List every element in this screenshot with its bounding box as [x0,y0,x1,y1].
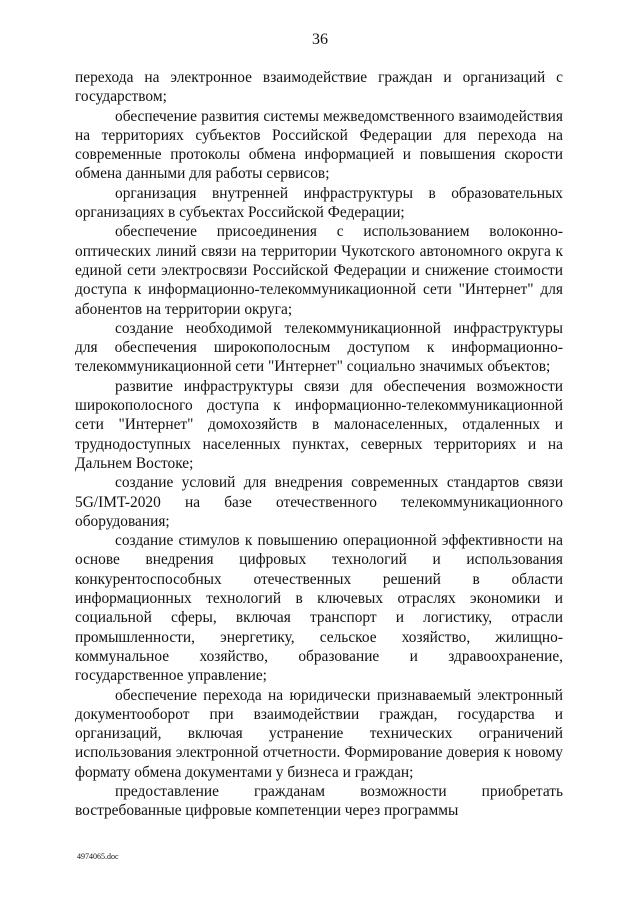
paragraph: создание стимулов к повышению операционной эффективности на основе внедрения цифровых технологий и использования конкурентоспособных отечественных решений в области информационных технологий в ключевых отраслях экономики и социальной сферы, включая транспорт и логистику, отрасли промышленности, энергетику, сельское хозяйство, жилищно-коммунальное хозяйство, образование и здравоохранение, государственное управление; [75,532,563,685]
page-number: 36 [312,31,328,48]
paragraph: развитие инфраструктуры связи для обеспечения возможности широкополосного доступа к информационно-телекоммуникационной сети "Интернет" домохозяйств в малонаселенных, отдаленных и труднодоступных населенных пунктах, северных территориях и на Дальнем Востоке; [75,377,563,472]
document-filename: 4974065.doc [77,852,119,861]
paragraph: обеспечение развития системы межведомственного взаимодействия на территориях субъектов Российской Федерации для перехода на современные протоколы обмена информацией и повышения скорости обмена данными для работы сервисов; [75,107,563,183]
paragraph: обеспечение перехода на юридически признаваемый электронный документооборот при взаимодействии граждан, государства и организаций, включая устранение технических ограничений использования электронной отчетности. Формирование доверия к новому формату обмена документами у бизнеса и граждан; [75,686,563,781]
paragraph: организация внутренней инфраструктуры в образовательных организациях в субъектах Российской Федерации; [75,184,563,222]
paragraph: обеспечение присоединения с использованием волоконно-оптических линий связи на территории Чукотского автономного округа к единой сети электросвязи Российской Федерации и снижение стоимости доступа к информационно-телекоммуникационной сети "Интернет" для абонентов на территории округа; [75,223,563,318]
paragraph: перехода на электронное взаимодействие граждан и организаций с государством; [75,69,563,106]
paragraph: предоставление гражданам возможности приобретать востребованные цифровые компетенции через программы [75,782,563,820]
paragraph: создание необходимой телекоммуникационной инфраструктуры для обеспечения широкополосным доступом к информационно-телекоммуникационной сети "Интернет" социально значимых объектов; [75,319,563,376]
paragraph: создание условий для внедрения современных стандартов связи 5G/IMT-2020 на базе отечественного телекоммуникационного оборудования; [75,474,563,530]
document-body [75,68,563,821]
